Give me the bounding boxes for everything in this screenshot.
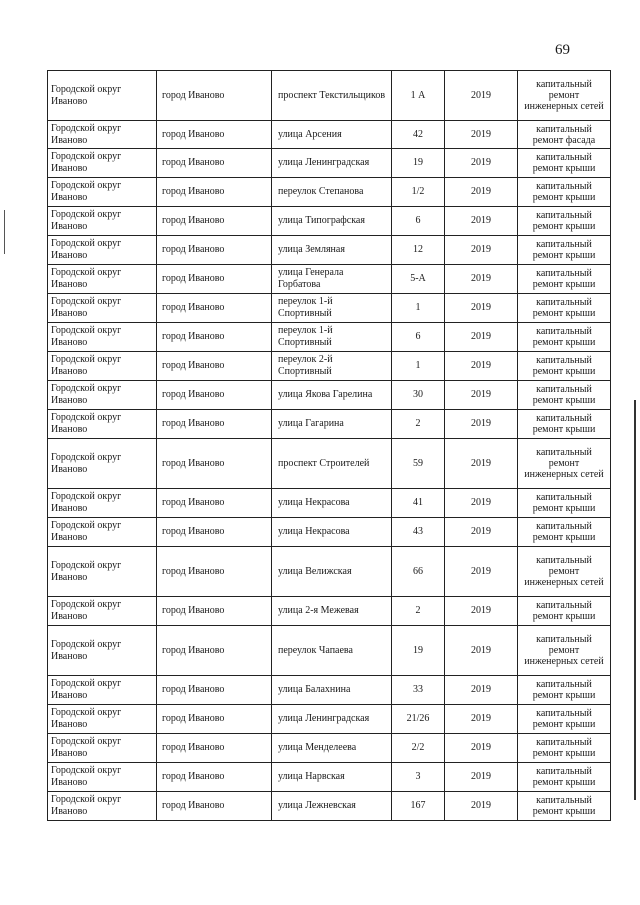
table-row [48,265,611,294]
table-row [48,71,611,121]
street-cell: улица Генерала Горбатова [272,265,392,294]
year-cell: 2019 [445,489,518,518]
year-cell: 2019 [445,121,518,149]
year-cell: 2019 [445,763,518,792]
page-number: 69 [555,42,570,58]
house-number-cell: 1 [392,352,445,381]
table-row [48,381,611,410]
city-cell: город Иваново [157,294,272,323]
table-row [48,705,611,734]
year-cell: 2019 [445,352,518,381]
work-type-cell: капитальный ремонт крыши [518,381,611,410]
city-cell: город Иваново [157,71,272,121]
work-type-cell: капитальный ремонт крыши [518,763,611,792]
year-cell: 2019 [445,734,518,763]
city-cell: город Иваново [157,597,272,626]
year-cell: 2019 [445,626,518,676]
table-row [48,489,611,518]
house-number-cell: 2 [392,410,445,439]
year-cell: 2019 [445,236,518,265]
year-cell: 2019 [445,149,518,178]
table-row [48,676,611,705]
house-number-cell: 6 [392,323,445,352]
house-number-cell: 1/2 [392,178,445,207]
work-type-cell: капитальный ремонт крыши [518,149,611,178]
okrug-cell: Городской округ Иваново [48,178,157,207]
street-cell: улица Менделеева [272,734,392,763]
house-number-cell: 167 [392,792,445,821]
table-row [48,149,611,178]
year-cell: 2019 [445,597,518,626]
okrug-cell: Городской округ Иваново [48,597,157,626]
street-cell: улица Гагарина [272,410,392,439]
year-cell: 2019 [445,518,518,547]
okrug-cell: Городской округ Иваново [48,323,157,352]
year-cell: 2019 [445,705,518,734]
street-cell: улица 2-я Межевая [272,597,392,626]
table-row [48,236,611,265]
street-cell: улица Якова Гарелина [272,381,392,410]
street-cell: проспект Текстильщиков [272,71,392,121]
okrug-cell: Городской округ Иваново [48,734,157,763]
street-cell: улица Ленинградская [272,705,392,734]
okrug-cell: Городской округ Иваново [48,763,157,792]
okrug-cell: Городской округ Иваново [48,676,157,705]
okrug-cell: Городской округ Иваново [48,792,157,821]
street-cell: улица Типографская [272,207,392,236]
city-cell: город Иваново [157,792,272,821]
city-cell: город Иваново [157,439,272,489]
okrug-cell: Городской округ Иваново [48,149,157,178]
street-cell: переулок 1-й Спортивный [272,323,392,352]
house-number-cell: 2 [392,597,445,626]
year-cell: 2019 [445,294,518,323]
year-cell: 2019 [445,71,518,121]
year-cell: 2019 [445,547,518,597]
okrug-cell: Городской округ Иваново [48,265,157,294]
year-cell: 2019 [445,410,518,439]
street-cell: переулок 2-й Спортивный [272,352,392,381]
house-number-cell: 43 [392,518,445,547]
house-number-cell: 19 [392,149,445,178]
street-cell: улица Арсения [272,121,392,149]
okrug-cell: Городской округ Иваново [48,352,157,381]
house-number-cell: 1 [392,294,445,323]
work-type-cell: капитальный ремонт фасада [518,121,611,149]
okrug-cell: Городской округ Иваново [48,705,157,734]
work-type-cell: капитальный ремонт крыши [518,518,611,547]
table-row [48,597,611,626]
city-cell: город Иваново [157,236,272,265]
scan-margin-mark [4,210,5,254]
table-row [48,121,611,149]
table-row [48,439,611,489]
street-cell: улица Велижская [272,547,392,597]
house-number-cell: 66 [392,547,445,597]
house-number-cell: 59 [392,439,445,489]
work-type-cell: капитальный ремонт крыши [518,323,611,352]
year-cell: 2019 [445,265,518,294]
city-cell: город Иваново [157,323,272,352]
table-row [48,626,611,676]
street-cell: улица Некрасова [272,489,392,518]
table-row [48,792,611,821]
city-cell: город Иваново [157,121,272,149]
okrug-cell: Городской округ Иваново [48,121,157,149]
table-row [48,547,611,597]
city-cell: город Иваново [157,734,272,763]
city-cell: город Иваново [157,410,272,439]
house-number-cell: 21/26 [392,705,445,734]
work-type-cell: капитальный ремонт инженерных сетей [518,71,611,121]
work-type-cell: капитальный ремонт крыши [518,676,611,705]
house-number-cell: 3 [392,763,445,792]
house-number-cell: 2/2 [392,734,445,763]
scan-edge-mark [634,400,636,800]
table-row [48,352,611,381]
city-cell: город Иваново [157,207,272,236]
work-type-cell: капитальный ремонт крыши [518,792,611,821]
street-cell: улица Балахнина [272,676,392,705]
okrug-cell: Городской округ Иваново [48,439,157,489]
work-type-cell: капитальный ремонт крыши [518,734,611,763]
city-cell: город Иваново [157,352,272,381]
table-row [48,410,611,439]
table-row [48,294,611,323]
year-cell: 2019 [445,178,518,207]
city-cell: город Иваново [157,489,272,518]
year-cell: 2019 [445,439,518,489]
house-number-cell: 42 [392,121,445,149]
housing-repair-table [47,70,611,821]
work-type-cell: капитальный ремонт крыши [518,705,611,734]
table-row [48,323,611,352]
work-type-cell: капитальный ремонт крыши [518,265,611,294]
okrug-cell: Городской округ Иваново [48,236,157,265]
street-cell: переулок 1-й Спортивный [272,294,392,323]
year-cell: 2019 [445,792,518,821]
house-number-cell: 12 [392,236,445,265]
street-cell: проспект Строителей [272,439,392,489]
house-number-cell: 30 [392,381,445,410]
okrug-cell: Городской округ Иваново [48,71,157,121]
work-type-cell: капитальный ремонт инженерных сетей [518,439,611,489]
street-cell: улица Лежневская [272,792,392,821]
work-type-cell: капитальный ремонт крыши [518,207,611,236]
work-type-cell: капитальный ремонт крыши [518,410,611,439]
okrug-cell: Городской округ Иваново [48,518,157,547]
okrug-cell: Городской округ Иваново [48,489,157,518]
city-cell: город Иваново [157,265,272,294]
house-number-cell: 19 [392,626,445,676]
street-cell: переулок Степанова [272,178,392,207]
table-row [48,207,611,236]
city-cell: город Иваново [157,518,272,547]
table-row [48,763,611,792]
house-number-cell: 41 [392,489,445,518]
house-number-cell: 1 А [392,71,445,121]
table-row [48,178,611,207]
work-type-cell: капитальный ремонт инженерных сетей [518,626,611,676]
street-cell: улица Нарвская [272,763,392,792]
house-number-cell: 5-А [392,265,445,294]
city-cell: город Иваново [157,178,272,207]
house-number-cell: 6 [392,207,445,236]
city-cell: город Иваново [157,763,272,792]
okrug-cell: Городской округ Иваново [48,294,157,323]
work-type-cell: капитальный ремонт крыши [518,236,611,265]
city-cell: город Иваново [157,381,272,410]
year-cell: 2019 [445,381,518,410]
city-cell: город Иваново [157,676,272,705]
house-number-cell: 33 [392,676,445,705]
okrug-cell: Городской округ Иваново [48,547,157,597]
table-body [48,71,611,821]
year-cell: 2019 [445,207,518,236]
work-type-cell: капитальный ремонт крыши [518,294,611,323]
work-type-cell: капитальный ремонт крыши [518,178,611,207]
okrug-cell: Городской округ Иваново [48,381,157,410]
street-cell: улица Земляная [272,236,392,265]
city-cell: город Иваново [157,705,272,734]
table-row [48,734,611,763]
work-type-cell: капитальный ремонт инженерных сетей [518,547,611,597]
city-cell: город Иваново [157,547,272,597]
work-type-cell: капитальный ремонт крыши [518,489,611,518]
work-type-cell: капитальный ремонт крыши [518,597,611,626]
street-cell: переулок Чапаева [272,626,392,676]
work-type-cell: капитальный ремонт крыши [518,352,611,381]
year-cell: 2019 [445,676,518,705]
okrug-cell: Городской округ Иваново [48,207,157,236]
street-cell: улица Ленинградская [272,149,392,178]
okrug-cell: Городской округ Иваново [48,626,157,676]
street-cell: улица Некрасова [272,518,392,547]
city-cell: город Иваново [157,149,272,178]
table-row [48,518,611,547]
city-cell: город Иваново [157,626,272,676]
year-cell: 2019 [445,323,518,352]
okrug-cell: Городской округ Иваново [48,410,157,439]
